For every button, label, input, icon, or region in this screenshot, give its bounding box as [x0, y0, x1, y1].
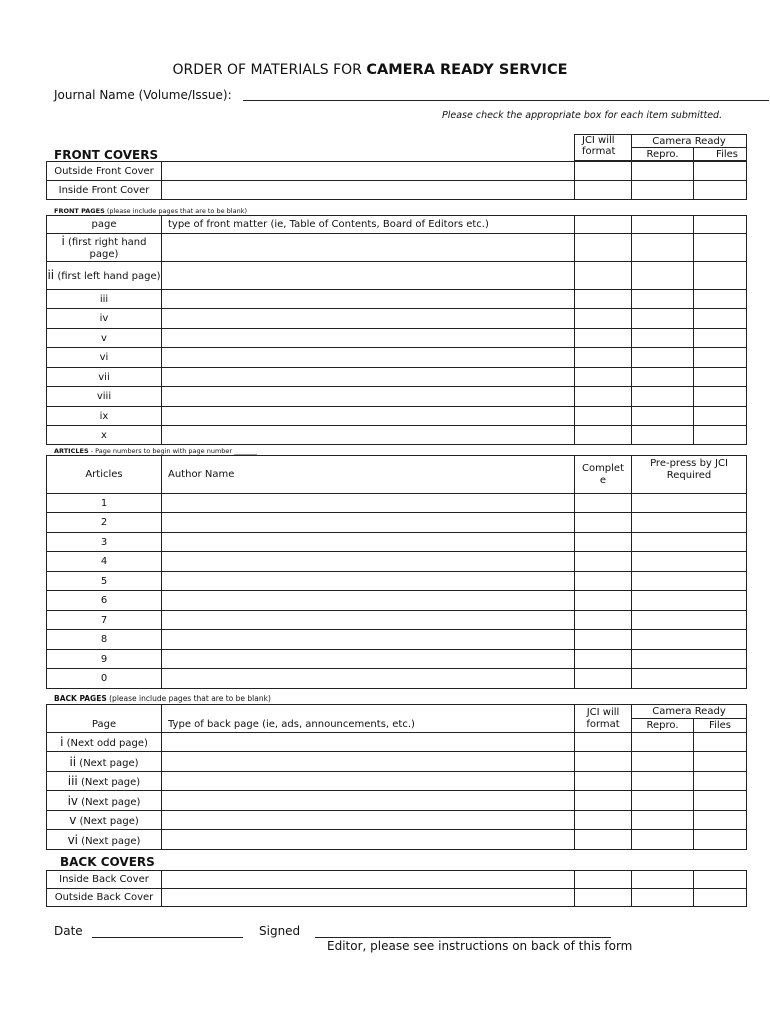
front-covers-header [574, 134, 747, 161]
files-header: Files [694, 719, 747, 733]
table-row: iv [47, 309, 747, 329]
col-articles-header: Articles [47, 456, 162, 494]
front-covers-title: FRONT COVERS [54, 148, 159, 162]
table-row: 1 [47, 494, 747, 513]
table-row: iii [47, 290, 747, 309]
date-field[interactable] [92, 937, 243, 938]
table-row: ix [47, 407, 747, 426]
back-covers-title: BACK COVERS [60, 855, 155, 869]
front-pages-caption: FRONT PAGES (please include pages that are to be blank) [54, 207, 247, 215]
front-covers-table [46, 161, 747, 200]
title-bold: CAMERA READY SERVICE [366, 62, 568, 78]
table-row: i (first right hand page) [47, 234, 747, 262]
table-row: x [47, 426, 747, 445]
signature-field[interactable] [315, 937, 611, 938]
title-prefix: ORDER OF MATERIALS FOR [172, 62, 367, 78]
table-row: 3 [47, 533, 747, 552]
camera-ready-header: Camera Ready [632, 135, 747, 148]
table-row: 0 [47, 669, 747, 689]
table-row: ii (first left hand page) [47, 262, 747, 290]
cover-label: Outside Back Cover [47, 889, 162, 907]
articles-table [46, 455, 747, 689]
table-row: vii [47, 368, 747, 387]
date-label: Date [54, 924, 83, 938]
table-row: 5 [47, 572, 747, 591]
form-title [0, 62, 740, 78]
back-covers-table [46, 870, 747, 907]
articles-caption: ARTICLES - Page numbers to begin with page number _______ [54, 447, 257, 455]
instruction-text: Please check the appropriate box for each item submitted. [442, 110, 723, 121]
repro-header: Repro. [632, 148, 694, 161]
journal-label: Journal Name (Volume/Issue): [54, 88, 232, 102]
table-row: 8 [47, 630, 747, 650]
table-row: 4 [47, 552, 747, 572]
table-row: 6 [47, 591, 747, 611]
col-page-header: page [47, 216, 162, 234]
table-row: i (Next odd page) [47, 733, 747, 752]
jci-format-header: JCI will format [575, 135, 632, 161]
table-row: 9 [47, 650, 747, 669]
editor-note: Editor, please see instructions on back of this form [327, 939, 633, 953]
table-row: v [47, 329, 747, 348]
front-pages-table [46, 215, 747, 445]
table-row: ii (Next page) [47, 752, 747, 772]
table-row: vi (Next page) [47, 830, 747, 850]
col-author-header: Author Name [162, 456, 575, 494]
table-row: iv (Next page) [47, 791, 747, 811]
journal-name-field[interactable] [243, 100, 769, 101]
camera-ready-header: Camera Ready [632, 705, 747, 719]
table-row [47, 181, 747, 200]
col-complete-header: Complete [575, 456, 632, 494]
table-row: v (Next page) [47, 811, 747, 830]
col-type-header: Type of back page (ie, ads, announcements, etc.) [162, 705, 575, 733]
cover-label: Inside Front Cover [47, 181, 162, 200]
col-page-header: Page [47, 705, 162, 733]
back-pages-caption: BACK PAGES (please include pages that are to be blank) [54, 694, 271, 703]
cover-label: Outside Front Cover [47, 162, 162, 181]
table-row: iii (Next page) [47, 772, 747, 791]
table-row: viii [47, 387, 747, 407]
table-row: 2 [47, 513, 747, 533]
table-row: 7 [47, 611, 747, 630]
jci-format-header: JCI will format [575, 705, 632, 733]
table-row [47, 162, 747, 181]
files-header: Files [694, 148, 747, 161]
table-row [47, 871, 747, 889]
signed-label: Signed [259, 924, 301, 938]
table-row: vi [47, 348, 747, 368]
table-row [47, 889, 747, 907]
col-type-header: type of front matter (ie, Table of Contents, Board of Editors etc.) [162, 216, 575, 234]
back-pages-table [46, 704, 747, 850]
repro-header: Repro. [632, 719, 694, 733]
col-prepress-header: Pre-press by JCI Required [632, 456, 747, 494]
cover-label: Inside Back Cover [47, 871, 162, 889]
